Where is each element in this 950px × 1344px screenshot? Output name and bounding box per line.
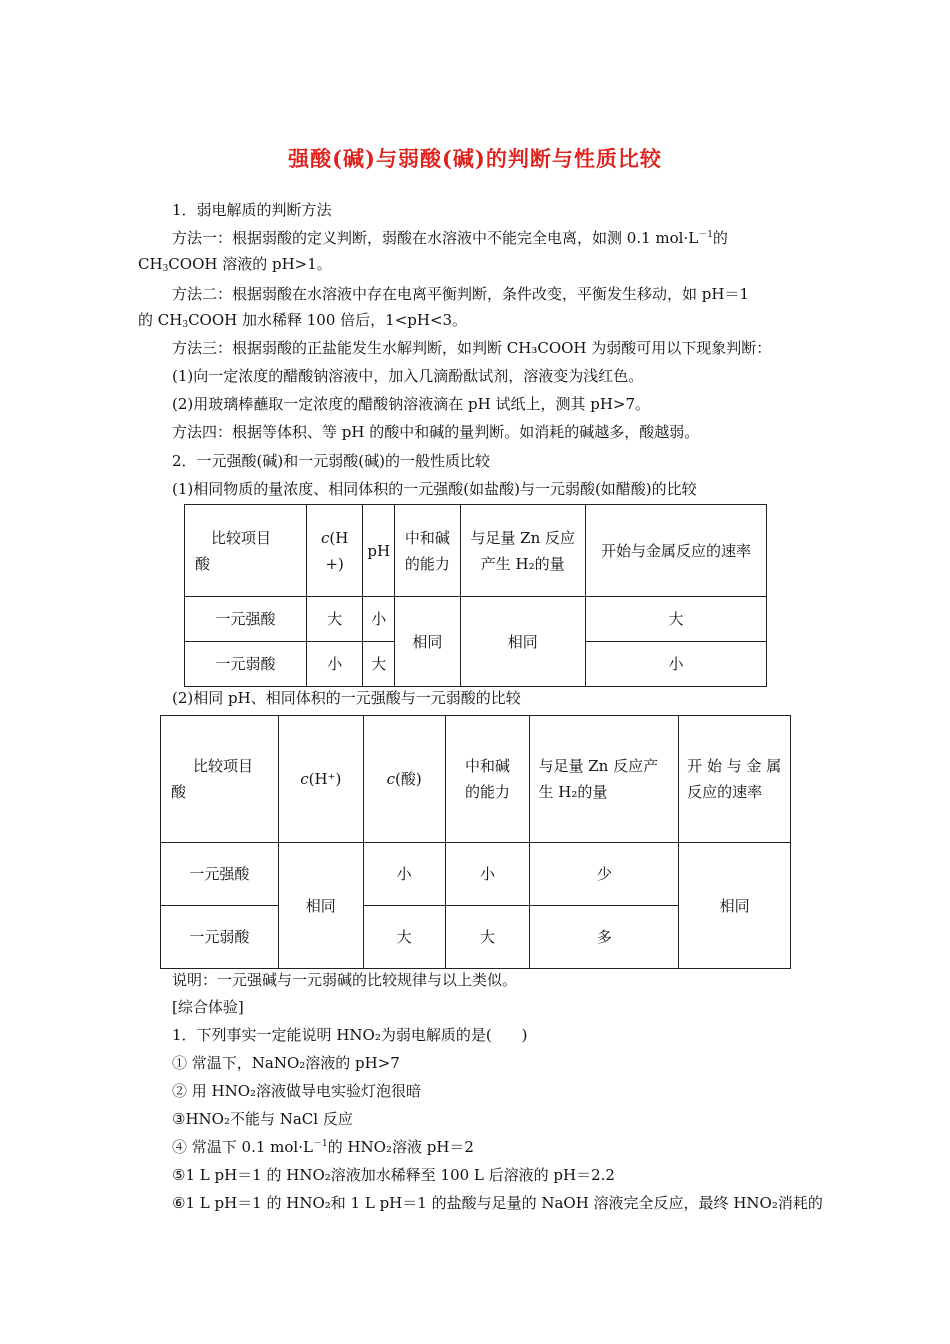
table1-header-neutral-2: 的能力	[404, 554, 450, 573]
comparison-table-2	[160, 715, 791, 969]
method1-ch-sub: 3	[162, 264, 169, 274]
method1-line1	[172, 228, 728, 248]
table2-row2-zn: 多	[530, 906, 679, 969]
table2-rate-merged: 相同	[679, 843, 791, 969]
method2-line2	[138, 310, 467, 330]
table1-header-zn-2: 产生 H₂的量	[480, 554, 565, 573]
table1-header-c-paren: (H	[329, 528, 349, 547]
table1-header-item: 比较项目	[211, 528, 272, 547]
table1-row1-c: 大	[307, 597, 363, 642]
option-3: ③HNO₂不能与 NaCl 反应	[172, 1110, 353, 1128]
table2-header-corner	[161, 716, 279, 843]
table2-row1-name: 一元强酸	[161, 843, 279, 906]
question-1: 1．下列事实一定能说明 HNO₂为弱电解质的是( )	[172, 1026, 528, 1044]
method2-ch-sub: 3	[182, 320, 189, 330]
table1-header-zn	[460, 505, 585, 597]
table1-header-zn-1: 与足量 Zn 反应	[470, 528, 576, 547]
table2-row1-neutral: 小	[445, 843, 530, 906]
comparison-table-1	[184, 504, 767, 687]
table2-caption: (2)相同 pH、相同体积的一元强酸与一元弱酸的比较	[172, 689, 521, 707]
table2-row2-neutral: 大	[445, 906, 530, 969]
option-2: ② 用 HNO₂溶液做导电实验灯泡很暗	[172, 1082, 422, 1100]
table2-header-neutral-2: 的能力	[465, 783, 511, 801]
table1-header-c	[307, 505, 363, 597]
method1-ch: CH	[138, 255, 163, 273]
table2-header-cacid-var: c	[386, 770, 396, 788]
table1-row1-name: 一元强酸	[185, 597, 307, 642]
table-note: 说明：一元强碱与一元弱碱的比较规律与以上类似。	[172, 971, 518, 989]
method1-line2	[138, 254, 332, 274]
method1-cooh: COOH 溶液的 pH>1。	[168, 255, 332, 273]
table1-row2-c: 小	[307, 642, 363, 687]
method2-ch: 的 CH	[138, 311, 183, 329]
method3-item1: (1)向一定浓度的醋酸钠溶液中，加入几滴酚酞试剂，溶液变为浅红色。	[172, 367, 644, 385]
table1-row1-rate: 大	[585, 597, 766, 642]
table2-row2-cacid: 大	[363, 906, 445, 969]
section1-heading: 1．弱电解质的判断方法	[172, 201, 332, 219]
table2-header-neutral-1: 中和碱	[465, 757, 511, 775]
table1-row2-name: 一元弱酸	[185, 642, 307, 687]
table1-row2-rate: 小	[585, 642, 766, 687]
table2-header-rate	[679, 716, 791, 843]
method4-line: 方法四：根据等体积、等 pH 的酸中和碱的量判断。如消耗的碱越多，酸越弱。	[172, 423, 700, 441]
table1-row2-ph: 大	[363, 642, 395, 687]
method3-item2: (2)用玻璃棒蘸取一定浓度的醋酸钠溶液滴在 pH 试纸上，测其 pH>7。	[172, 395, 651, 413]
method1-tail: 的	[712, 229, 728, 247]
table1-header-acid: 酸	[195, 554, 211, 573]
page-title: 强酸(碱)与弱酸(碱)的判断与性质比较	[288, 146, 662, 171]
table2-header-zn-1: 与足量 Zn 反应产	[538, 757, 659, 775]
method1-sup: －1	[698, 230, 713, 240]
method1-text: 方法一：根据弱酸的定义判断，弱酸在水溶液中不能完全电离，如测 0.1 mol·L	[172, 229, 699, 247]
table2-header-zn-2: 生 H₂的量	[538, 783, 608, 801]
option-1: ① 常温下，NaNO₂溶液的 pH>7	[172, 1054, 400, 1072]
table2-row1-zn: 少	[530, 843, 679, 906]
table1-neutral-merged: 相同	[395, 597, 460, 687]
table1-header-neutral	[395, 505, 460, 597]
option-6: ⑥1 L pH＝1 的 HNO₂和 1 L pH＝1 的盐酸与足量的 NaOH 溶液完全反应，最终 HNO₂消耗的	[172, 1194, 823, 1212]
table1-header-c-plus: +)	[325, 554, 344, 573]
option-4-tail: 的 HNO₂溶液 pH＝2	[327, 1138, 474, 1156]
section2-heading: 2．一元强酸(碱)和一元弱酸(碱)的一般性质比较	[172, 452, 490, 470]
table2-row1-cacid: 小	[363, 843, 445, 906]
option-5: ⑤1 L pH＝1 的 HNO₂溶液加水稀释至 100 L 后溶液的 pH＝2.2	[172, 1166, 615, 1184]
table1-header-rate: 开始与金属反应的速率	[585, 505, 766, 597]
table2-header-acid: 酸	[171, 783, 187, 801]
practice-heading: [综合体验]	[172, 998, 244, 1016]
table1-caption: (1)相同物质的量浓度、相同体积的一元强酸(如盐酸)与一元弱酸(如醋酸)的比较	[172, 480, 697, 498]
table2-header-rate-2: 反应的速率	[687, 783, 763, 801]
table1-header-ph: pH	[363, 505, 395, 597]
table2-header-zn	[530, 716, 679, 843]
table2-header-ch-var: c	[300, 770, 309, 788]
table2-header-cacid	[363, 716, 445, 843]
table1-header-neutral-1: 中和碱	[404, 528, 450, 547]
table2-header-neutral	[445, 716, 530, 843]
table2-header-cacid-rest: (酸)	[395, 770, 422, 788]
option-4-text: ④ 常温下 0.1 mol·L	[172, 1138, 313, 1156]
method2-line1: 方法二：根据弱酸在水溶液中存在电离平衡判断，条件改变，平衡发生移动，如 pH＝1	[172, 285, 749, 303]
table2-row2-name: 一元弱酸	[161, 906, 279, 969]
table2-header-ch-rest: (H⁺)	[308, 770, 342, 788]
table2-header-rate-1: 开 始 与 金 属	[687, 757, 782, 775]
table1-header-c-var: c	[321, 528, 330, 547]
option-4-sup: －1	[312, 1139, 328, 1149]
option-4	[172, 1137, 474, 1157]
table2-header-ch	[278, 716, 363, 843]
table1-header-corner	[185, 505, 307, 597]
table2-header-item: 比较项目	[193, 757, 254, 775]
table1-row1-ph: 小	[363, 597, 395, 642]
table1-zn-merged: 相同	[460, 597, 585, 687]
method2-cooh: COOH 加水稀释 100 倍后，1<pH<3。	[188, 311, 468, 329]
table2-ch-merged: 相同	[278, 843, 363, 969]
method3-line: 方法三：根据弱酸的正盐能发生水解判断，如判断 CH₃COOH 为弱酸可用以下现象判断：	[172, 339, 772, 357]
